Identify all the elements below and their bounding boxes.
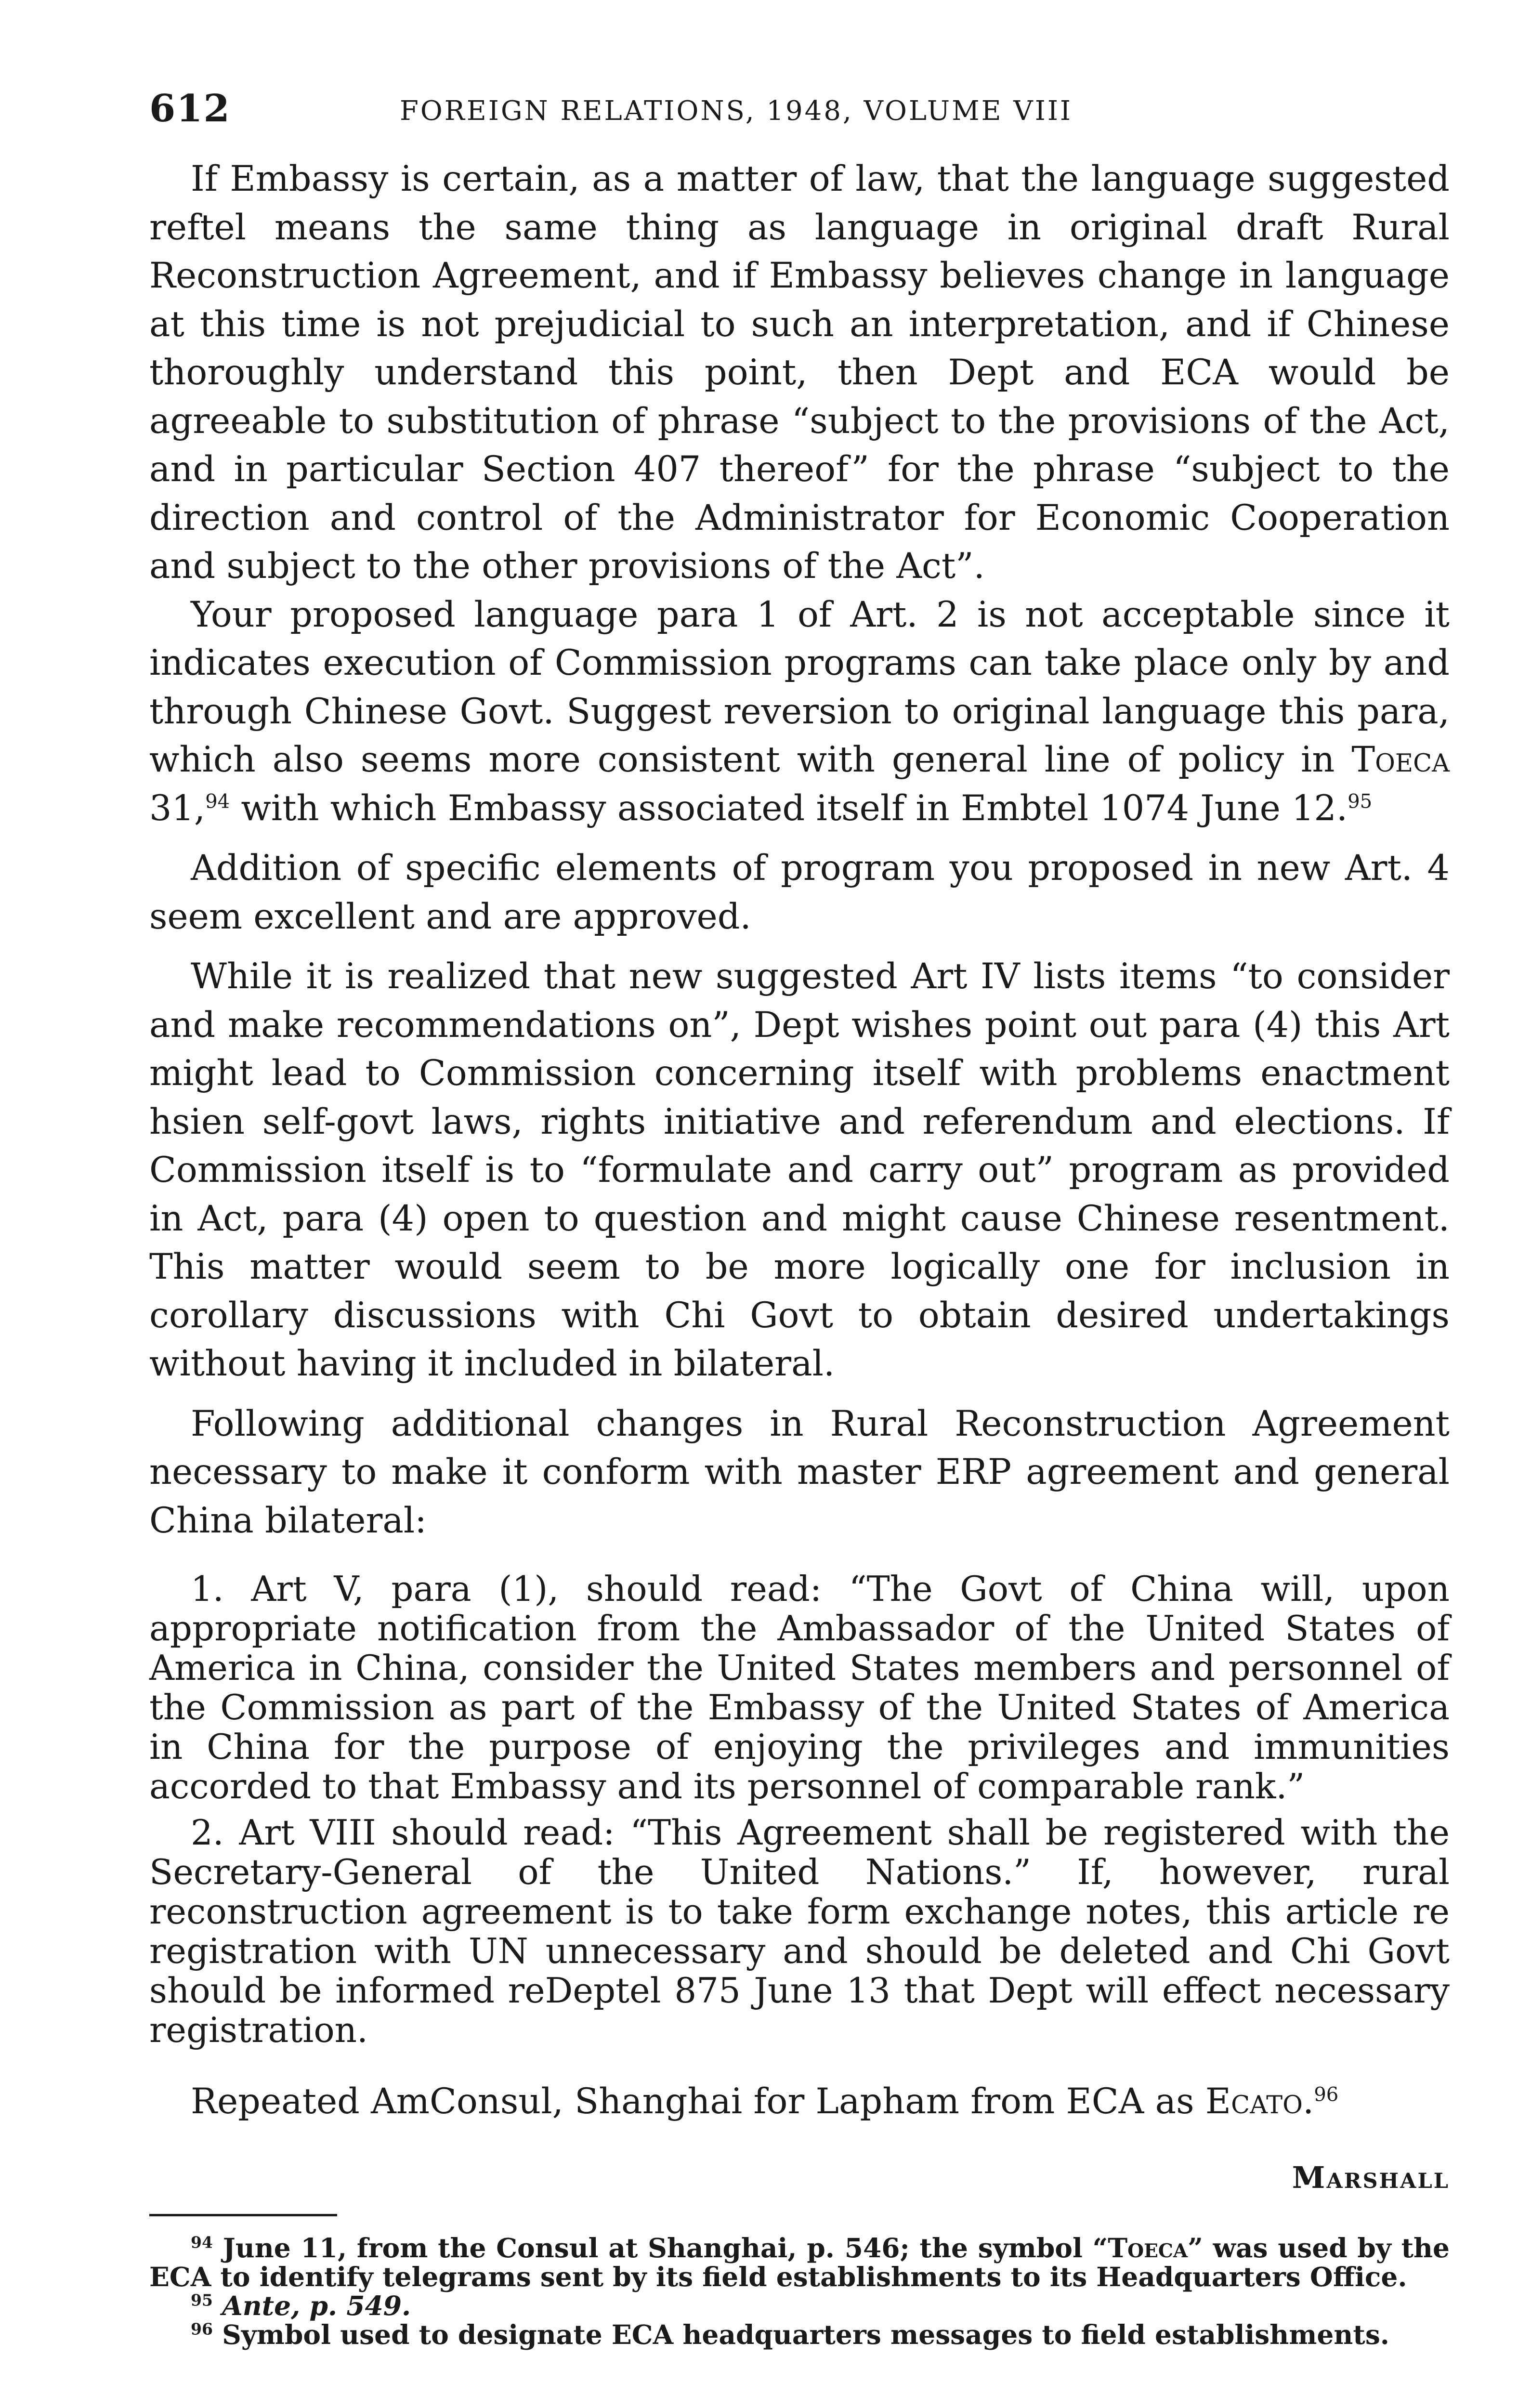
paragraph-1: If Embassy is certain, as a matter of law, that the language suggested reftel means the same thing as language in original draft Rural Reconstruction Agreement, and if Embassy believes change in language at this time is not prejudicial to such an interpretation, and if Chinese thoroughly understand this point, then Dept and ECA would be agreeable to substitution of phrase “subject to the provisions of the Act, and in particular Section 407 thereof” for the phrase “subject to the direction and control of the Administrator for Economic Cooperation and subject to the other provisions of the Act”. (149, 158, 1450, 587)
footnote-94-text-a: June 11, from the Consul at Shanghai, p. 546; the symbol “ (212, 2232, 1108, 2264)
paragraph-5: Following additional changes in Rural Reconstruction Agreement necessary to make it conform with master ERP agreement and general China bilateral: (149, 1403, 1450, 1541)
footnote-95-text: Ante, p. 549. (212, 2290, 411, 2321)
body-text (149, 155, 1450, 1545)
repeated-text: Repeated AmConsul, Shanghai for Lapham from ECA as (191, 2081, 1205, 2122)
footnote-94-mark: 94 (191, 2233, 213, 2252)
page-header (149, 87, 1450, 140)
document-page (149, 87, 1450, 2349)
footnote-95 (149, 2291, 1450, 2320)
footnote-95-mark: 95 (191, 2290, 213, 2310)
repeated-line (149, 2078, 1450, 2126)
paragraph-4: While it is realized that new suggested Art IV lists items “to consider and make recommendations on”, Dept wishes point out para (4) this Art might lead to Commission concerning itself with problems enactment hsien self-govt laws, rights initiative and referendum and elections. If Commission itself is to “formulate and carry out” program as provided in Act, para (4) open to question and might cause Chinese resentment. This matter would seem to be more logically one for inclusion in corollary discussions with Chi Govt to obtain desired undertakings without having it included in bilateral. (149, 956, 1450, 1384)
repeated-period: . (1302, 2081, 1314, 2122)
footnote-ref-95: 95 (1348, 790, 1373, 813)
ecato-symbol: Ecato (1205, 2081, 1303, 2122)
footnote-94-text-b: ” was used by the ECA to identify telegrams sent by its field establishments to its Headquarters Office. (149, 2232, 1450, 2292)
footnote-ref-94: 94 (205, 790, 230, 813)
page-number: 612 (149, 87, 231, 131)
signature: Marshall (1292, 2160, 1450, 2195)
toeca-symbol: Toeca (1351, 739, 1450, 780)
footnote-94-toeca: Toeca (1108, 2232, 1188, 2264)
list-item-1: 1. Art V, para (1), should read: “The Govt of China will, upon appropriate notification from the Ambassador of the United States of America in China, consider the United States members and personnel of the Commission as part of the Embassy of the United States of America in China for the purpose of enjoying the privileges and immunities accorded to that Embassy and its personnel of comparable rank.” (149, 1569, 1450, 1806)
changes-list (149, 1569, 1450, 2050)
footnote-96-text: Symbol used to designate ECA headquarters messages to field establishments. (212, 2319, 1389, 2350)
footnote-divider (149, 2214, 337, 2216)
footnote-96-mark: 96 (191, 2319, 213, 2339)
paragraph-2-part-b: 31, (149, 787, 206, 829)
paragraph-3: Addition of specific elements of program you proposed in new Art. 4 seem excellent and are approved. (149, 848, 1450, 937)
running-head: FOREIGN RELATIONS, 1948, VOLUME VIII (400, 95, 1073, 127)
footnotes (149, 2234, 1450, 2349)
footnote-ref-96: 96 (1314, 2083, 1339, 2106)
footnote-96 (149, 2320, 1450, 2349)
paragraph-2-part-a: Your proposed language para 1 of Art. 2 is not acceptable since it indicates execution of Commission programs can take place only by and through Chinese Govt. Suggest reversion to original language this para, which also seems more consistent with general line of policy in (149, 594, 1450, 780)
paragraph-2 (149, 591, 1450, 833)
list-item-2: 2. Art VIII should read: “This Agreement shall be registered with the Secretary-General of the United Nations.” If, however, rural reconstruction agreement is to take form exchange notes, this article re registration with UN unnecessary and should be deleted and Chi Govt should be informed reDeptel 875 June 13 that Dept will effect necessary registration. (149, 1812, 1450, 2050)
paragraph-2-part-c: with which Embassy associated itself in Embtel 1074 June 12. (230, 787, 1348, 829)
footnote-94 (149, 2234, 1450, 2291)
